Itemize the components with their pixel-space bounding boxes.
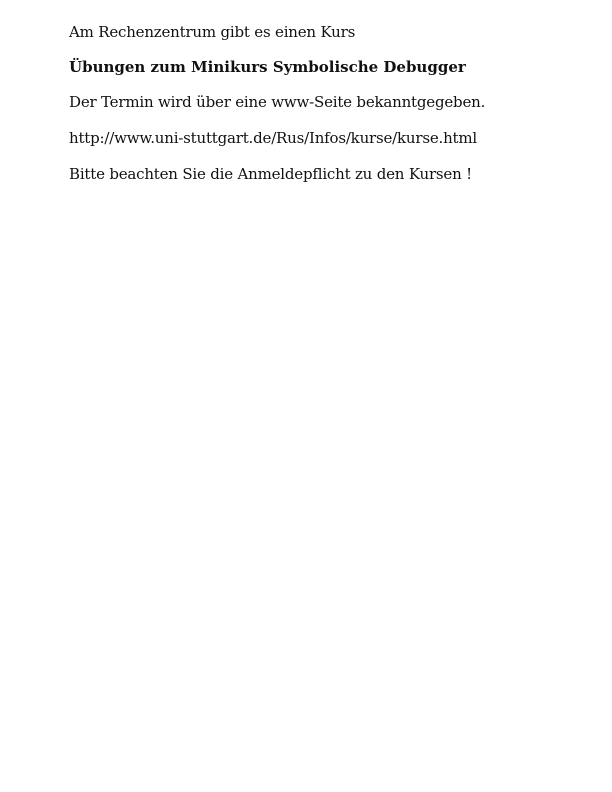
schedule-note: Der Termin wird über eine www-Seite bekanntgegeben. xyxy=(69,93,486,111)
course-url: http://www.uni-stuttgart.de/Rus/Infos/kurse/kurse.html xyxy=(69,129,478,147)
intro-text: Am Rechenzentrum gibt es einen Kurs xyxy=(69,23,356,41)
course-title: Übungen zum Minikurs Symbolische Debugger xyxy=(69,58,466,76)
registration-note: Bitte beachten Sie die Anmeldepflicht zu den Kursen ! xyxy=(69,165,472,183)
document-body xyxy=(69,23,589,183)
